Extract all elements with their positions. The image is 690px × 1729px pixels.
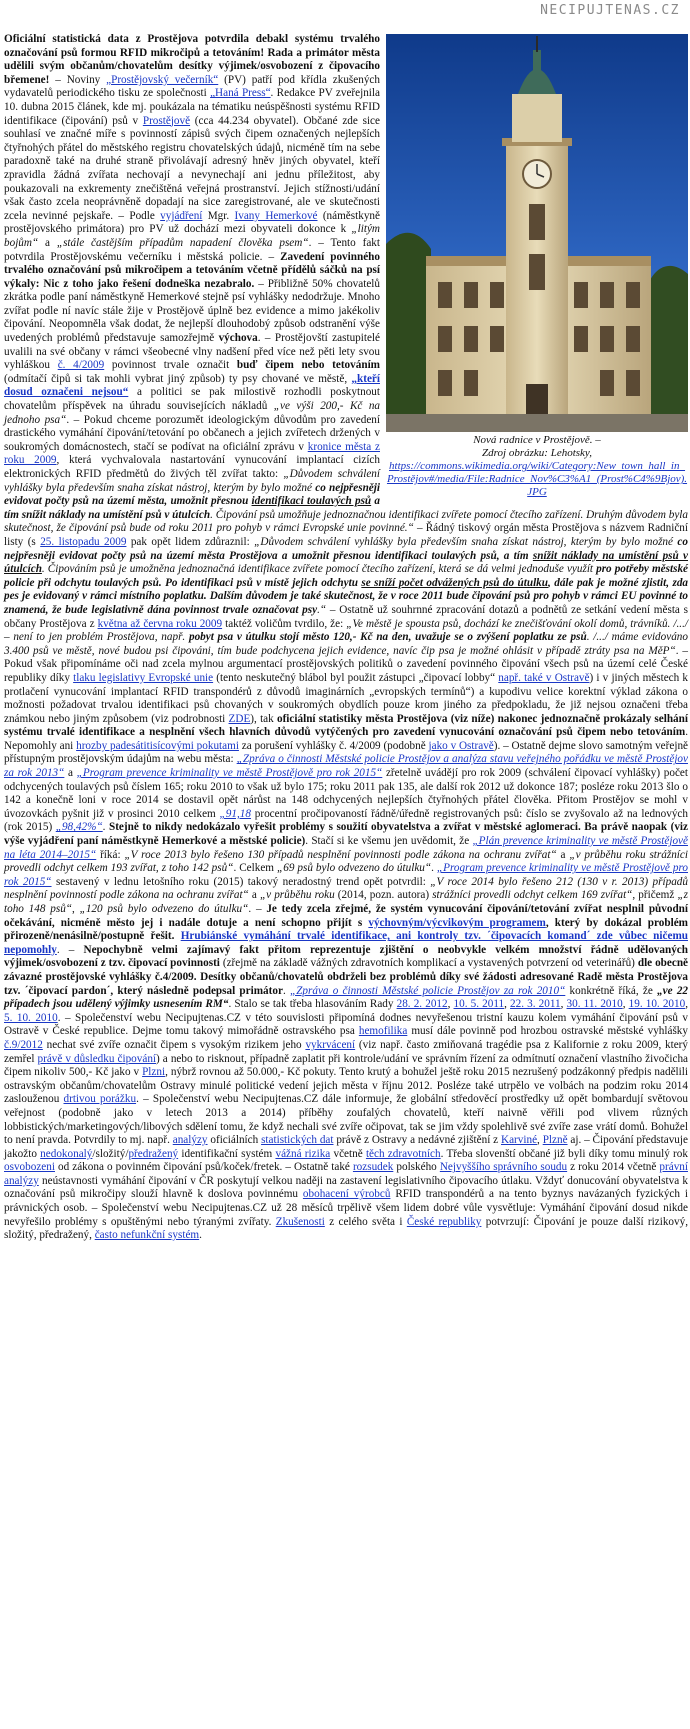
link-plan[interactable]: „Plán prevence kriminality ve městě Prostějově na léta 2014–2015“: [4, 835, 688, 861]
t37: a: [248, 889, 260, 902]
link-vyjadreni[interactable]: vyjádření: [160, 209, 203, 222]
t56: ,: [537, 1134, 543, 1147]
quote-vyse: „ve výši 200,- Kč na jednoho psa“: [4, 400, 381, 426]
quote-ve-meste: „Ve městě je spousta psů, dochází ke znečišťování okolí domů, trávníků. /.../ – není to jen problém Prostějova, např.: [4, 617, 688, 644]
t31: . Stačí si ke všemu jen uvědomit, že: [305, 835, 473, 848]
link-zkusenosti[interactable]: Zkušenosti: [275, 1215, 325, 1228]
bold-bud: buď čipem nebo tetováním: [236, 359, 380, 372]
t57: aj. – Čipování představuje jakožto: [4, 1134, 688, 1160]
link-vecernik[interactable]: „Prostějovský večerník“: [106, 73, 219, 86]
bold-vychova: výchova: [218, 332, 258, 345]
link-tech[interactable]: těch zdravotních: [365, 1147, 441, 1160]
link-vazna[interactable]: vážná rizika: [275, 1147, 331, 1160]
link-obohaceni[interactable]: obohacení výrobců: [302, 1188, 391, 1201]
t20: . – Pokud však připomínáme oči nad zcela mylnou argumentací prostějovských politiků o zavedení povinného čipování všech psů na území celé České republiky díky: [4, 644, 688, 684]
quote-end2: .“: [317, 603, 327, 616]
t16: – Řádný tiskový orgán města Prostějova s názvem Radniční listy (s: [4, 522, 689, 548]
link-hemerkova[interactable]: Ivany Hemerkové: [234, 209, 318, 222]
t4: (cca 44.234 obyvatel). Občané zde sice souhlasí ve značné míře s povinností zápisů svých čipem označených nejlepších čtyřnohých přátel do městského registru chovatelských údajů, nicméně tím na sebe paradoxně také na druhé straně přivolávají adresný hněv jiných obyvatel, kteří zpravidla žádná zvířata nechovají a nevynechají ani jednu příležitost, aby poukazovali na exkrementy znečištěná veřejná prostranství. Jejich stížnosti/udání však často zcela neoprávněně dopadají na sice zaregistrované, ale ve skutečnosti zcela nevinné pejskaře. – Podle: [4, 114, 380, 222]
link-analyzy[interactable]: analýzy: [172, 1134, 208, 1147]
t44: .: [282, 984, 290, 997]
t2: (PV) patří pod křídla zkušených vydavatelů periodického tisku ze společnosti: [4, 73, 380, 100]
article-body: Oficiální statistická data z Prostějova potvrdila debakl systému trvalého označování psů formou RFID mikročipů a tetováním! Rada a primátor města udělili svým občanům/chovatelům desítky výjimek/osvobození z čipovacího břemene! – Noviny „Prostějovský večerník“ (PV) patří pod křídla zkušených vydavatelů periodického tisku ze společnosti „Haná Press“. Redakce PV zveřejnila 10. dubna 2015 článek, kde mj. poukázala na tématiku neúspěšnosti systému RFID identifikace (čipování) psů v Prostějově (cca 44.234 obyvatel). Občané zde sice souhlasí ve značné míře s povinností zápisů svých čipem označených nejlepších čtyřnohých přátel do městského registru chovatelských údajů, nicméně tím na sebe paradoxně také na druhé straně přivolávají adresný hněv jiných obyvatel, kteří zpravidla žádná zvířata nechovají a nevynechají ani jednu příležitost, aby poukazovali na exkrementy znečištěná veřejná prostranství. Jejich stížnosti/udání však často zcela neoprávněně dopadají na sice zaregistrované, ale ve skutečnosti zcela nevinné pejskaře. – Podle vyjádření Mgr. Ivany Hemerkové (náměstkyně prostějovského primátora) pro PV už dochází mezi obyvateli dokonce k „litým bojům“ a „stále častějším případům napadení člověka psem“. – Tento fakt potvrdila Prostějovskému večerníku i městská policie. – Zavedení povinného trvalého označování psů mikročipem a tetováním včetně přídělů sáčků na psí výkaly: Nic z toho jako řešení dodneška nezabralo. – Přibližně 50% chovatelů zkrátka podle paní náměstkyně Hemerkové stejně psí vyhlášky nedodržuje. Mnoho zvířat podle ní navíc stále žije v Prostějově úplně bez evidence a mimo jakékoliv čipování. Neopomněla však dodat, že nejlepší dlouhodobý způsob odstranění výše uvedených problémů představuje samozřejmě výchova. – Prostějovští zastupitelé uvalili na své občany v rámci všeobecné vlny nadšení před více než pěti lety svou vyhláškou č. 4/2009 povinnost trvale označit buď čipem nebo tetováním (odmítačí čipů si tak mohli vybrat jiný způsob) ty psy chované ve městě, „kteří dosud označeni nejsou“ a politici se pak milostivě rozhodli poskytnout chovatelům příspěvek na úhradu souvisejících nákladů „ve výši 200,- Kč na jednoho psa“. – Pokud chceme porozumět ideologickým důvodům pro zavedení drastického vymáhání čipování/tetování po občanech a jejich zvířetech držených v soukromých domácnostech, stačí se podívat na oficiální zprávu v kronice města z roku 2009, která vychvalovala nastartování vynucování implantací cizích elektronických RFID předmětů do živých těl zvířat takto: „Důvodem schválení vyhlášky byla především snaha získat nástroj, kterým by bylo možné co nejpřesněji evidovat počty psů na území města, umožnit přesnou identifikaci toulavých psů a tím snížit náklady na umístění psů v útulcích. Čipování psů umožňuje jednoznačnou identifikaci zvířete pomocí čtecího zařízení. Druhým důvodem byla skutečnost, že čipování psů bude od roku 2011 pro pohyb v rámci Evropské unie povinné.“ – Řádný tiskový orgán města Prostějova s názvem Radniční listy (s 25. listopadu 2009 pak opět lidem zdůraznil: „Důvodem schválení vyhlášky byla především snaha získat nástroj, kterým by bylo možné co nejpřesněji evidovat počty psů na území města Prostějova a umožnit přesnou identifikaci toulavých psů, a tím snížit náklady na umístění psů v útulcích. Čipováním psů je umožněna jednoznačná identifikace zvířete pomocí čtecího zařízení, která se dá velmi jednoduše využít pro potřeby městské policie při odchytu toulavých psů. Po identifikaci psů v místě jejich odchytu se sníží počet odvážených psů do útulku, dále pak je možné zjistit, zda pes je evidovaný v rámci místního poplatku. Dalším důvodem je také skutečnost, že v roce 2011 bude čipování psů pro pohyb v rámci EU povinné to znamená, že bude legislativně dána povinnost trvale označovat psy.“ – Ostatně už souhrnné zpracování dotazů a podnětů ze setkání vedení města s občany Prostějova z května až června roku 2009 taktéž voličům tvrdilo, že: „Ve městě je spousta psů, dochází ke znečišťování okolí domů, trávníků. /.../ – není to jen problém Prostějova, např. pobyt psa v útulku stojí město 120,- Kč na den, uvažuje se o zvýšení poplatku ze psů. /.../ máme evidováno 3.400 psů ve městě, nové budou psi čipováni, tím bude podchycena jejich evidence, navíc čip psa je možné ohlásit v případě ztráty psa na MěP“. – Pokud však připomínáme oči nad zcela mylnou argumentací prostějovských politiků o zavedení povinného čipování všech psů na území celé České republiky díky tlaku legislativy Evropské unie (tento neskutečný blábol byl použit zástupci „čipovací lobby“ např. také v Ostravě) i v jiných městech k protlačení vynucování implantací RFID transpondérů z důvodů imaginárních „evropských termínů“) a kupodivu velice korektní výklad zákona o možnosti požadovat trvalou identifikaci psů chovaných v soukromých obydlích pouze krom jiného za předpokladu, že již nejsou označeni třeba známkou nebo jiným způsobem (viz podrobnosti ZDE), tak oficiální statistiky města Prostějova (viz níže) nakonec jednoznačně prokázaly selhání systému trvalé identifikace a nesplnění všech hlavních důvodů vytýčených pro zavedení vynucování označování psů čipem nebo tetováním. Nepomohly ani hrozby padesátitisícovými pokutami za porušení vyhlášky č. 4/2009 (podobně jako v Ostravě). – Ostatně dejme slovo samotným veřejně přístupným prostějovským údajům na webu města: „Zpráva o činnosti Městské policie Prostějov a analýza stavu veřejného pořádku ve městě Prostějov za rok 2013“ a „Program prevence kriminality ve městě Prostějově pro rok 2015“ zřetelně uvádějí pro rok 2009 (schválení čipovací vyhlášky) počet odchycených toulavých psů číslem 165; roku 2010 to však už bylo 175; roku 2011 pak 135, ale další rok 2012 už dokonce 187; posléze roku 2013 šlo o 142 a konečně loni v roce 2014 se dostavil opět nárůst na 148 odchycených nejlepších čtyřnohých přátel člověka. Přitom Prostějov se mohl v úvozovkách pyšnit již v prosinci 2010 celkem „91,18 procentní pročipovaností řádně/úředně registrovaných psů: číslo se zvyšovalo až na lednových (rok 2015) „98,42%“. Stejně to nikdy nedokázalo vyřešit problémy s soužití obyvatelstva a zvířat v městské aglomeraci. Ba právě naopak (viz výše vyjádření paní náměstkyně Hemerkové a městské policie). Stačí si ke všemu jen uvědomit, že „Plán prevence kriminality ve městě Prostějově na léta 2014–2015“ říká: „V roce 2013 bylo řešeno 130 případů nesplnění povinnosti podle zákona na ochranu zvířat“ a „v průběhu roku strážníci provedli odchyt celkem 193 zvířat, z toho 142 psů“. Celkem „69 psů bylo odvezeno do útulku“. „Program prevence kriminality ve městě Prostějově pro rok 2015“ sestavený v lednu letošního roku (2015) takový neradostný trend opět potvrdil: „V roce 2014 bylo řešeno 212 (130 v r. 2013) případů nesplnění povinností podle zákona na ochranu zvířat“ a „v průběhu roku (2014, pozn. autora) strážníci provedli odchyt celkem 169 zvířat“, přičemž „z toho 148 psů“, „120 psů bylo odvezeno do útulku“. – Je tedy zcela zřejmé, že systém vynucování čipování/tetování zvířat nesplnil původní očekávání, nicméně město jej i nadále dotuje a není schopno přijít s výchovným/výcvikovým programem, který by dokázal problém přirozeně/nenásilně/postupně řešit. Hrubiánské vymáhání trvalé identifikace, ani kontroly tzv. ´čipovacích komand´ zde vůbec ničemu nepomohly. – Nepochybně velmi zajímavý fakt přitom reprezentuje zjištění o neobvykle velkém množství řádně udělovaných výjimek/osvobození z tzv. čipovací povinnosti (zřejmě na základě vážných zdravotních komplikací a vystavených potvrzení od veterinářů) dle obecně závazné prostějovské vyhlášky č.4/2009. Desítky občanů/chovatelů obdrželi bez problémů díky své žádosti adresované Radě města Prostějova tzv. ´čipovací pardon´, který následně podepsal primátor. „Zpráva o činnosti Městské policie Prostějov za rok 2010“ konkrétně říká, že „ve 22 případech jsou udělený výjimky usnesením RM“. Stalo se tak třeba hlasováním Rady 28. 2. 2012, 10. 5. 2011, 22. 3. 2011, 30. 11. 2010, 19. 10. 2010, 5. 10. 2010. – Společenství webu Necipujtenas.CZ v této souvislosti připomíná dodnes nevyřešenou tristní kauzu kolem vymáhání čipování psů v Ostravě v České republice. Dejme tomu takový mimořádně ostravského psa hemofilika musí dále povinně pod hrozbou ostravské městské vyhlášky č.9/2012 nechat své zvíře označit čipem s vysokým rizikem jeho vykrvácení (viz např. často zmiňovaná tragédie psa z Kalifornie z roku 2009, který zemřel právě v důsledku čipování) a nebo to risknout, případně zaplatit při kontrole/udání ve správním řízení za odmítnutí označení vlastního živočicha čipem nikoliv 500,- Kč jako v Plzni, nýbrž rovnou až 50.000,- Kč pokuty. Tento krutý a bohužel ještě roku 2015 nezrušený podzákonný předpis nadělili ostravským občanům/chovatelům Ostravy minulé politické vedení jejich města v říjnu 2012. Posléze také utrpělo ve volbách na podzim roku 2014 zaslouženou drtivou porážku. – Společenství webu Necipujtenas.CZ dále informuje, že globální středověcí prostředky už opět bombardují světovou veřejnost (podobně jako v letech 2013 a 2014) příběhy zoufalých chovatelů, kteří naivně věřili pod vlivem různých lobbistických/marketingových/libových sdělení tomu, že když nechali své zvíře očipovat, tak se jim vždy spolehlivě své zvíře zase vrátí domů. Bohužel to není pravda. Potvrdily to mj. např. analýzy oficiálních statistických dat právě z Ostravy a nedávné zjištění z Karviné, Plzně aj. – Čipování představuje jakožto nedokonalý/složitý/předražený identifikační systém vážná rizika včetně těch zdravotních. Třeba slovenští občané již byli díky tomu minulý rok osvobozeni od zákona o povinném čipování psů/koček/fretek. – Ostatně také rozsudek polského Nejvyššího správního soudu z roku 2014 včetně právní analýzy neústavnosti vymáhání čipování v ČR poskytují velkou naději na zastavení legislativního čipovacího útlaku. Vždyť donucování obyvatelstva k označování psů mikročipy slouží hlavně k doslova povinnému obohacení výrobců RFID transpondérů a na tento byznys navázaných fyzických i právnických osob. – Společenství webu Necipujtenas.CZ už 28 měsíců trpělivě všem lidem dobré vůle vysvětluje: Vymáhání čipování dosud nikde nevyřešilo problémy s opuštěnými nebo týranými zvířaty. Zkušenosti z celého světa i České republiky potvrzují: Čipování je pouze další rizikový, složitý, předražený, často nefunkční systém.: [4, 33, 689, 1242]
bold-ktery2: , který by dokázal problém přirozeně/nenásilně/postupně řešit.: [4, 916, 689, 943]
link-vykrvaceni[interactable]: vykrvácení: [305, 1038, 356, 1051]
figure-caption: [386, 434, 688, 499]
t33: a: [556, 848, 570, 861]
link-kteri[interactable]: „kteří dosud označeni nejsou“: [4, 372, 380, 399]
link-hrubiske[interactable]: Hrubiánské vymáhání trvalé identifikace, ani kontroly tzv. ´čipovacích komand´ zde vůbec ničemu nepomohly: [4, 930, 688, 956]
t13: a politici se pak milostivě rozhodli poskytnout chovatelům příspěvek na úhradu souvisejících nákladů: [4, 386, 380, 413]
quote-strazn: strážníci provedli odchyt celkem 169 zvířat“: [432, 889, 633, 902]
quote-cip2: . Čipováním psů je umožněna jednoznačná identifikace zvířete pomocí čtecího zařízení, která se dá velmi jednoduše využít: [41, 563, 597, 576]
quote-2013: „V roce 2013 bylo řešeno 130 případů nesplnění povinnosti podle zákona na ochranu zvířat“: [124, 848, 557, 861]
link-nejvyssiho[interactable]: Nejvyššího správního soudu: [439, 1161, 568, 1174]
t40: ,: [72, 903, 80, 915]
link-karvine[interactable]: Karviné: [501, 1134, 538, 1147]
t66: RFID transpondérů a na tento byznys navázaných fyzických i právnických osob. – Společenství webu Necipujtenas.CZ už 28 měsíců trpělivě všem lidem dobré vůle vysvětluje: Vymáhání čipování dosud nikde nevyřešilo problémy s opuštěnými nebo týranými zvířaty.: [4, 1188, 688, 1228]
t18: – Ostatně už souhrnné zpracování dotazů a podnětů ze setkání vedení města s občany Prostějova z: [4, 603, 689, 630]
quote-prubeh: „v průběhu roku: [259, 889, 335, 902]
article: [4, 33, 688, 1243]
link-date-2[interactable]: 10. 5. 2011: [453, 998, 505, 1011]
link-osvobozeni[interactable]: osvobozeni: [4, 1161, 55, 1174]
t52: , nýbrž rovnou až 50.000,- Kč pokuty. Tento krutý a bohužel ještě roku 2015 nezrušený podzákonný předpis nadělili ostravským občanům/chovatelům Ostravy minulé politické vedení jejich města v říjnu 2012. Posléze také utrpělo ve volbách na podzim roku 2014 zaslouženou: [4, 1066, 688, 1106]
article-lead: Oficiální statistická data z Prostějova potvrdila debakl systému trvalého označování psů formou RFID mikročipů a tetováním! Rada a primátor města udělili svým občanům/chovatelům desítky výjimek/osvobození z čipovacího břemene!: [4, 33, 380, 86]
link-prostejov[interactable]: Prostějově: [142, 114, 191, 127]
link-nedokonaly[interactable]: nedokonalý: [40, 1147, 93, 1160]
t11: povinnost trvale označit: [104, 359, 237, 372]
quote-148: „z toho 148 psů“: [4, 889, 689, 915]
t65: neústavnosti vymáhání čipování v ČR poskytují velkou naději na zastavení legislativního čipovacího útlaku. Vždyť donucování obyvatelstva k označování psů mikročipy slouží hlavně k doslova povinnému: [4, 1174, 688, 1201]
t12: (odmítačí čipů si tak mohli vybrat jiný způsob) ty psy chované ve městě,: [4, 372, 352, 385]
quote-dale: , dále pak je možné zjistit, zda pes je evidovaný v rámci místního poplatku. Dalším důvodem je také skutečnost, že v roce 2011 bude čipování psů pro pohyb v rámci EU povinné to znamená, že bude legislativně dána povinnost trvale označovat psy: [4, 576, 689, 616]
bold-nepochyb: Nepochybně velmi zajímavý fakt přitom reprezentuje zjištění o neobvykle velkém množství řádně udělovaných výjimek/osvobození z tzv. čipovací povinnosti: [4, 943, 688, 970]
link-dusledku[interactable]: právě v důsledku čipování: [37, 1052, 157, 1065]
caption-source-link[interactable]: [386, 460, 688, 499]
figure: [386, 34, 688, 499]
link-91[interactable]: „91,18: [219, 807, 251, 820]
t27: a: [64, 767, 77, 780]
bold-zavedeni: Zavedení povinného trvalého označování psů mikročipem a tetováním včetně přídělů sáčků na psí výkaly: Nic z toho jako řešení dodneška nezabralo.: [4, 250, 380, 290]
link-98[interactable]: „98,42%“: [55, 821, 103, 834]
t28: zřetelně uvádějí pro rok 2009 (schválení čipovací vyhlášky) počet odchycených toulavých psů číslem 165; roku 2010 to však už bylo 175; roku 2011 pak 135, ale další rok 2012 už dokonce 187; posléze roku 2013 šlo o 142 a konečně loni v roce 2014 se dostavil opět nárůst na 148 odchycených nejlepších čtyřnohých přátel člověka. Přitom Prostějov se mohl v úvozovkách pyšnit již v prosinci 2010 celkem: [4, 767, 688, 820]
t7: a: [38, 236, 57, 249]
t62: od zákona o povinném čipování psů/koček/fretek. – Ostatně také: [54, 1161, 353, 1174]
t47: . – Společenství webu Necipujtenas.CZ v této souvislosti připomíná dodnes nevyřešenou tristní kauzu kolem vymáhání čipování psů v Ostravě v České republice. Dejme tomu takový mimořádně ostravského psa: [4, 1011, 689, 1038]
t32: říká:: [96, 848, 125, 861]
link-hemofilika[interactable]: hemofilika: [358, 1025, 408, 1038]
link-pravni[interactable]: právní analýzy: [4, 1161, 688, 1187]
quote-mame: . /.../ máme evidováno 3.400 psů ve městě, nové budou psi čipováni, tím bude podchycena jejich evidence, navíc čip psa je možné ohlásit v případě ztráty psa na MěP“: [4, 631, 688, 657]
link-kronika[interactable]: kronice města z roku 2009: [4, 440, 380, 467]
t8: . – Tento fakt potvrdila Prostějovskému večerníku i městská policie. –: [4, 236, 380, 263]
t46: . Stalo se tak třeba hlasováním Rady: [228, 998, 397, 1011]
quote-pobyt: pobyt psa v útulku stojí město 120,- Kč na den, uvažuje se o zvýšení poplatku ze psů: [188, 631, 587, 644]
t55: právě z Ostravy a nedávné zjištění z: [333, 1134, 501, 1147]
quote-2014: „v průběhu roku strážníci provedli odchyt celkem 193 zvířat, z toho 142 psů“: [4, 848, 688, 875]
link-zprava-2013[interactable]: „Zpráva o činnosti Městské policie Prostějov a analýza stavu veřejného pořádku ve městě Prostějov za rok 2013“: [4, 753, 688, 780]
t14: . – Pokud chceme porozumět ideologickým důvodům pro zavedení drastického vymáhání čipování/tetování po občanech a jejich zvířetech držených v soukromých domácnostech, stačí se podívat na oficiální zprávu v: [4, 413, 381, 453]
link-date-4[interactable]: 30. 11. 2010: [566, 998, 623, 1011]
t17: pak opět lidem zdůraznil:: [126, 535, 255, 548]
quote-evid2: co nejpřesněji evidovat počty psů na území města Prostějova a umožnit přesnou identifikaci toulavých psů, a tím: [4, 535, 688, 562]
link-zprava-2010[interactable]: „Zpráva o činnosti Městské policie Prostějov za rok 2010“: [289, 984, 566, 997]
caption-url-link[interactable]: https://commons.wikimedia.org/wiki/Category:New_town_hall_in_Prostějov#/media/File:Radnice_Nov%C3%A1_(Prost%C4%9Bjov).JPG: [386, 460, 688, 498]
t21: (tento neskutečný blábol byl použit zástupci „čipovací lobby“: [213, 671, 499, 684]
quote-120: „120 psů bylo odvezeno do útulku“: [79, 903, 249, 915]
bold-je: Je tedy zcela zřejmé, že systém vynucování čipování/tetování zvířat nesplnil původní očekávání, nicméně město jej i nadále dotuje a není schopno přijít s: [4, 903, 689, 929]
t68: potvrzují: Čipování je pouze další rizikový, složitý, předražený,: [4, 1215, 688, 1242]
t34: . Celkem: [233, 862, 277, 875]
link-date-6[interactable]: 5. 10. 2010: [4, 1011, 58, 1024]
link-drtivou[interactable]: drtivou porážku: [63, 1093, 137, 1106]
t61: . Třeba slovenští občané již byli díky tomu minulý rok: [440, 1147, 688, 1160]
quote-potreby: pro potřeby městské policie při odchytu toulavých psů. Po identifikaci psů v místě jejich odchytu: [4, 563, 688, 589]
t54: oficiálních: [207, 1134, 262, 1147]
link-date-5[interactable]: 19. 10. 2010: [628, 998, 686, 1011]
t36: sestavený v lednu letošního roku (2015) takový neradostný trend opět potvrdil:: [51, 875, 431, 888]
t67: z celého světa i: [324, 1215, 407, 1228]
t53: . – Společenství webu Necipujtenas.CZ dále informuje, že globální středověcí prostředky už opět bombardují světovou veřejnost (podobně jako v letech 2013 a 2014) příběhy zoufalých chovatelů, kteří naivně věřili pod vlivem různých lobbistických/marketingových/libových sdělení tomu, že když nechali své zvíře očipovat, tak se jim vždy spolehlivě své zvíře zase vrátí domů. Bohužel to není pravda. Potvrdily to mj. např.: [4, 1093, 688, 1147]
t51: ) a nebo to risknout, případně zaplatit při kontrole/udání ve správním řízení za odmítnutí označení vlastního živočicha čipem nikoliv 500,- Kč jako v: [4, 1052, 688, 1079]
quote-duvodem: „Důvodem schválení vyhlášky byla především snaha získat nástroj, kterým by bylo možné: [4, 468, 380, 494]
quote-v2014: „V roce 2014 bylo řešeno 212 (130 v r. 2013) případů nesplnění povinností podle zákona na ochranu zvířat“: [4, 875, 688, 902]
t10: . – Prostějovští zastupitelé uvalili na své občany v rámci všeobecné vlny nadšení před více než pěti lety svou vyhláškou: [4, 332, 381, 372]
t43: (zřejmě na základě vážných zdravotních komplikací a vystavených potvrzení od veterinářů): [219, 957, 638, 970]
quote-sniz2: snížit náklady na umístění psů v útulcích: [4, 549, 689, 576]
link-statistik[interactable]: statistických dat: [261, 1134, 334, 1147]
t41: . –: [248, 903, 267, 915]
link-plzne[interactable]: Plzně: [542, 1134, 568, 1147]
link-date-3[interactable]: 22. 3. 2011: [510, 998, 561, 1011]
t69: .: [199, 1229, 202, 1242]
t42: . –: [56, 943, 84, 956]
quote-bold-evid: co nejpřesněji evidovat počty psů na území města, umožnit přesnou: [4, 481, 380, 508]
link-date-1[interactable]: 28. 2. 2012: [396, 998, 448, 1011]
t35: .: [431, 862, 437, 875]
t39: , přičemž: [632, 889, 678, 902]
t9: – Přibližně 50% chovatelů zkrátka podle paní náměstkyně Hemerkové stejně psí vyhlášky nedodržuje. Mnoho zvířat podle ní navíc stále žije v Prostějově úplně bez evidence a mimo jakékoliv čipování. Neopomněla však dodat, že nejlepší dlouhodobý způsob odstranění výše uvedených problémů představuje samozřejmě: [4, 277, 380, 345]
link-hrozby[interactable]: hrozby padesátitisícovými pokutami: [76, 739, 239, 752]
link-ostrava[interactable]: např. také v Ostravě: [498, 671, 590, 684]
link-25-listopadu[interactable]: 25. listopadu 2009: [40, 535, 127, 548]
t59: identifikační systém: [178, 1147, 276, 1160]
t60: včetně: [330, 1147, 366, 1160]
t6: (náměstkyně prostějovského primátora) pro PV už dochází mezi obyvateli dokonce k: [4, 209, 380, 236]
t23: ), tak: [250, 712, 277, 725]
link-program-2015[interactable]: „Program prevence kriminality ve městě Prostějově pro rok 2015“: [76, 767, 383, 780]
quote-pocet: se sníží počet odvážených psů do útulku: [361, 576, 548, 589]
quote-stale: „stále častějším případům napadení člověka psem“: [56, 236, 309, 249]
t22: ) i v jiných městech k protlačení vynucování implantací RFID transpondérů z důvodů imaginárních „evropských termínů“) a kupodivu velice korektní výklad zákona o možnosti požadovat trvalou identifikaci psů chovaných v soukromých obydlích pouze krom jiného za předpokladu, že již nejsou označeni třeba známkou nebo jiným způsobem (viz podrobnosti: [4, 671, 688, 725]
t58: /složitý/: [92, 1147, 129, 1160]
t49: nechat své zvíře označit čipem s vysokým rizikem jeho: [42, 1038, 306, 1051]
link-vyhlaska-4-2009[interactable]: č. 4/2009: [57, 359, 105, 372]
quote-litym: „litým bojům“: [4, 223, 380, 249]
town-hall-photo[interactable]: [386, 34, 688, 432]
link-vychovny[interactable]: výchovným/výcvikovým programem: [368, 916, 546, 929]
link-c9-2012[interactable]: č.9/2012: [4, 1038, 43, 1051]
t29: procentní pročipovaností řádně/úředně registrovaných psů: číslo se zvyšovalo až na lednových (rok 2015): [4, 807, 688, 834]
t30: .: [102, 821, 109, 834]
t48: musí dále povinně pod hrozbou ostravské městské vyhlášky: [407, 1025, 688, 1038]
quote-22: „ve 22 případech jsou udělený výjimky usnesením RM“: [4, 984, 689, 1011]
bold-dle: dle obecně závazné prostějovské vyhlášky č.4/2009. Desítky občanů/chovatelů obdrželi bez problémů díky své žádosti adresované Radě města Prostějova tzv. ´čipovací pardon´, který následně podepsal primátor: [4, 957, 689, 997]
link-program2[interactable]: „Program prevence kriminality ve městě Prostějově pro rok 2015“: [4, 862, 688, 888]
t15: , která vychvalovala nastartování vynucování implantací cizích elektronických RFID předmětů do živých těl zvířat takto:: [4, 454, 380, 480]
link-hana-press[interactable]: „Haná Press“: [210, 87, 271, 100]
caption-line-source: Zdroj obrázku: Lehotsky,: [482, 447, 592, 459]
quote-snizit: a tím snížit náklady na umístění psů v útulcích: [4, 495, 380, 521]
caption-line-title: Nová radnice v Prostějově. –: [473, 434, 601, 446]
t5: Mgr.: [202, 209, 235, 222]
quote-ident: identifikaci toulavých psů: [251, 495, 372, 508]
quote-69: „69 psů bylo odvezeno do útulku“: [277, 862, 432, 875]
t25: za porušení vyhlášky č. 4/2009 (podobně: [238, 739, 429, 752]
site-brand[interactable]: NECIPUJTENAS.CZ: [540, 3, 680, 18]
t24: . Nepomohly ani: [4, 726, 688, 752]
t1: – Noviny: [49, 73, 107, 86]
t3: . Redakce PV zveřejnila 10. dubna 2015 článek, kde mj. poukázala na tématiku neúspěšnosti systému RFID identifikace (čipování) psů v: [4, 87, 380, 127]
bold-stejne: Stejně to nikdy nedokázalo vyřešit problémy s soužití obyvatelstva a zvířat v městské aglomeraci. Ba právě naopak (viz výše vyjádření paní náměstkyně Hemerkové a městské policie): [4, 821, 689, 848]
link-rozsudek[interactable]: rozsudek: [352, 1161, 394, 1174]
t64: z roku 2014 včetně: [567, 1161, 660, 1174]
link-predrazeny[interactable]: předražený: [128, 1147, 179, 1160]
bold-ofic: oficiální statistiky města Prostějova (viz níže) nakonec jednoznačně prokázaly selhání systému trvalé identifikace a nesplnění všech hlavních důvodů vytýčených pro zavedení vynucování označování psů čipem nebo tetováním: [4, 712, 688, 739]
link-kveten[interactable]: května až června roku 2009: [97, 617, 223, 630]
t63: polského: [393, 1161, 440, 1174]
link-tlaku[interactable]: tlaku legislativy Evropské unie: [73, 671, 214, 684]
link-plzni[interactable]: Plzni: [142, 1066, 166, 1079]
quote-cip: . Čipování psů umožňuje jednoznačnou identifikaci zvířete pomocí čtecího zařízení. Druhým důvodem byla skutečnost, že čipování psů bude od roku 2011 pro pohyb v rámci Evropské unie povinné.“: [4, 508, 688, 535]
t45: konkrétně říká, že: [565, 984, 658, 997]
t50: (viz např. často zmiňovaná tragédie psa z Kalifornie z roku 2009, který zemřel: [4, 1038, 688, 1065]
link-zde[interactable]: ZDE: [228, 712, 251, 725]
quote-duv2: „Důvodem schválení vyhlášky byla především snaha získat nástroj, kterým by bylo možné: [254, 535, 678, 548]
t38: (2014, pozn. autora): [334, 889, 433, 902]
t19: taktéž voličům tvrdilo, že:: [222, 617, 347, 630]
link-ceske[interactable]: České republiky: [406, 1215, 482, 1228]
link-nefunkcni[interactable]: často nefunkční systém: [94, 1229, 200, 1242]
link-ostrave2[interactable]: jako v Ostravě: [428, 739, 494, 752]
t26: ). – Ostatně dejme slovo samotným veřejně přístupným prostějovským údajům na webu města:: [4, 739, 689, 766]
